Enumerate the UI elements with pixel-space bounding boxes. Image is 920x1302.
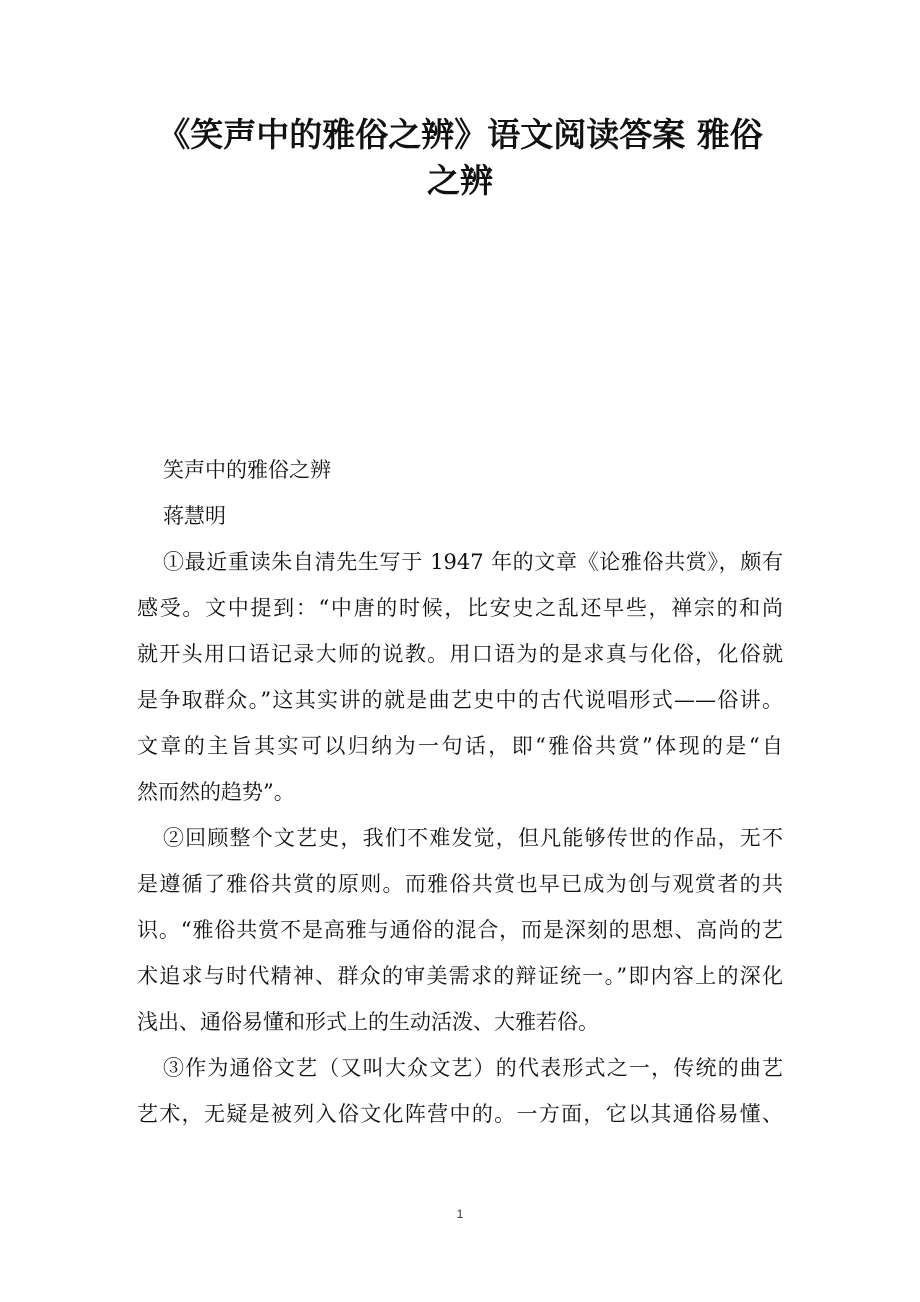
text-line: 笑声中的雅俗之辨 <box>163 458 331 482</box>
text-line: ①最近重读朱自清先生写于 1947 年的文章《论雅俗共赏》，颇有 <box>163 550 783 574</box>
text-line: 是争取群众。”这其实讲的就是曲艺史中的古代说唱形式——俗讲。 <box>137 688 783 712</box>
page-number: 1 <box>456 1207 464 1221</box>
text-line: 文章的主旨其实可以归纳为一句话，即“雅俗共赏”体现的是“自 <box>137 734 783 758</box>
article-heading <box>137 447 783 493</box>
text-line: ②回顾整个文艺史，我们不难发觉，但凡能够传世的作品，无不 <box>163 826 783 850</box>
text-line: 艺术，无疑是被列入俗文化阵营中的。一方面，它以其通俗易懂、 <box>137 1102 783 1126</box>
text-line: 浅出、通俗易懂和形式上的生动活泼、大雅若俗。 <box>137 1010 599 1034</box>
title-line: 之辨 <box>427 161 493 200</box>
text-line: 识。“雅俗共赏不是高雅与通俗的混合，而是深刻的思想、高尚的艺 <box>137 918 783 942</box>
text-line: 然而然的趋势”。 <box>137 780 295 804</box>
paragraph <box>137 815 783 1045</box>
article-author <box>137 493 783 539</box>
text-line: ③作为通俗文艺（又叫大众文艺）的代表形式之一，传统的曲艺 <box>163 1056 783 1080</box>
paragraph <box>137 1045 783 1137</box>
document-title <box>100 112 820 204</box>
text-line: 蒋慧明 <box>163 504 226 528</box>
document-body <box>137 447 783 1137</box>
title-line: 《笑声中的雅俗之辨》语文阅读答案 雅俗 <box>157 115 763 154</box>
text-line: 就开头用口语记录大师的说教。用口语为的是求真与化俗，化俗就 <box>137 642 783 666</box>
text-line: 感受。文中提到：“中唐的时候，比安史之乱还早些，禅宗的和尚 <box>137 596 783 620</box>
text-line: 是遵循了雅俗共赏的原则。而雅俗共赏也早已成为创与观赏者的共 <box>137 872 783 896</box>
text-line: 术追求与时代精神、群众的审美需求的辩证统一。”即内容上的深化 <box>137 964 783 988</box>
paragraph <box>137 539 783 815</box>
